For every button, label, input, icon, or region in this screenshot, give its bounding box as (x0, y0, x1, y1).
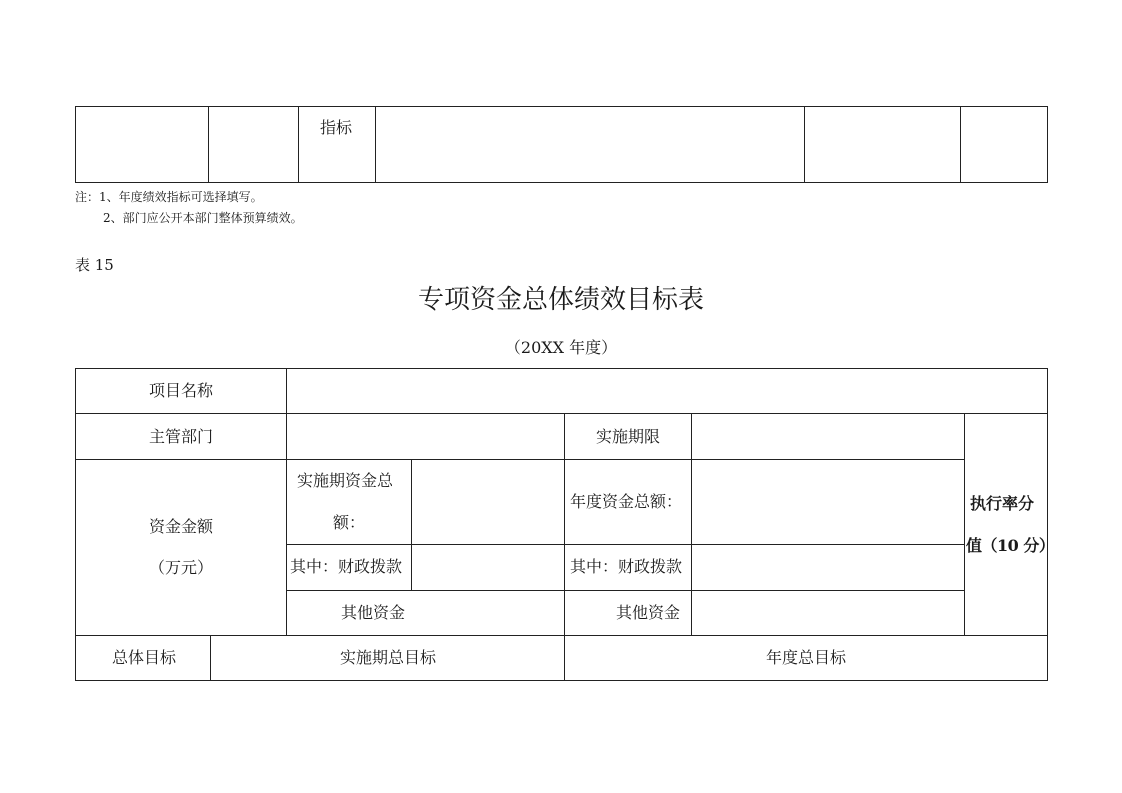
overall-goal-label: 总体目标 (111, 648, 177, 667)
dept-label: 主管部门 (148, 427, 214, 446)
top-table-divider (960, 106, 961, 183)
other-funds-label-left: 其他资金 (341, 603, 406, 622)
indicator-label: 指标 (320, 118, 353, 137)
other-funds-label-right: 其他资金 (616, 603, 681, 622)
col-divider (964, 413, 965, 635)
row-divider (75, 635, 1048, 636)
note-line-1: 注：1、年度绩效指标可选择填写。 (75, 190, 263, 204)
page-title: 专项资金总体绩效目标表 (417, 285, 705, 315)
period-label: 实施期限 (595, 427, 661, 446)
col-divider (286, 368, 287, 635)
period-total-label: 实施期资金总 (297, 471, 394, 490)
col-divider (210, 635, 211, 681)
period-goal-label: 实施期总目标 (339, 648, 437, 667)
exec-rate-label: 执行率分 (970, 494, 1035, 513)
row-divider (75, 459, 286, 460)
row-divider (286, 459, 964, 460)
col-divider (564, 413, 565, 681)
row-divider (286, 590, 964, 591)
top-table-divider (208, 106, 209, 183)
fiscal-label-left: 其中：财政拨款 (290, 557, 403, 576)
period-total-label-cont: 额： (333, 513, 366, 532)
amount-label: 资金金额 (148, 517, 214, 536)
exec-rate-label-cont: 值（10 分） (966, 536, 1055, 555)
top-table-border (75, 106, 1048, 183)
note-line-2: 2、部门应公开本部门整体预算绩效。 (103, 211, 303, 225)
col-divider (691, 413, 692, 635)
project-name-label: 项目名称 (148, 381, 214, 400)
top-table-divider (298, 106, 299, 183)
col-divider (411, 459, 412, 590)
row-divider (75, 413, 1048, 414)
top-table-divider (804, 106, 805, 183)
annual-total-label: 年度资金总额： (570, 492, 683, 511)
fiscal-label-right: 其中：财政拨款 (570, 557, 683, 576)
table-number: 表 15 (75, 256, 114, 274)
year-label: （20XX 年度） (504, 338, 618, 357)
top-table-divider (375, 106, 376, 183)
row-divider (286, 544, 964, 545)
amount-unit-label: （万元） (148, 558, 214, 577)
annual-goal-label: 年度总目标 (765, 648, 847, 667)
